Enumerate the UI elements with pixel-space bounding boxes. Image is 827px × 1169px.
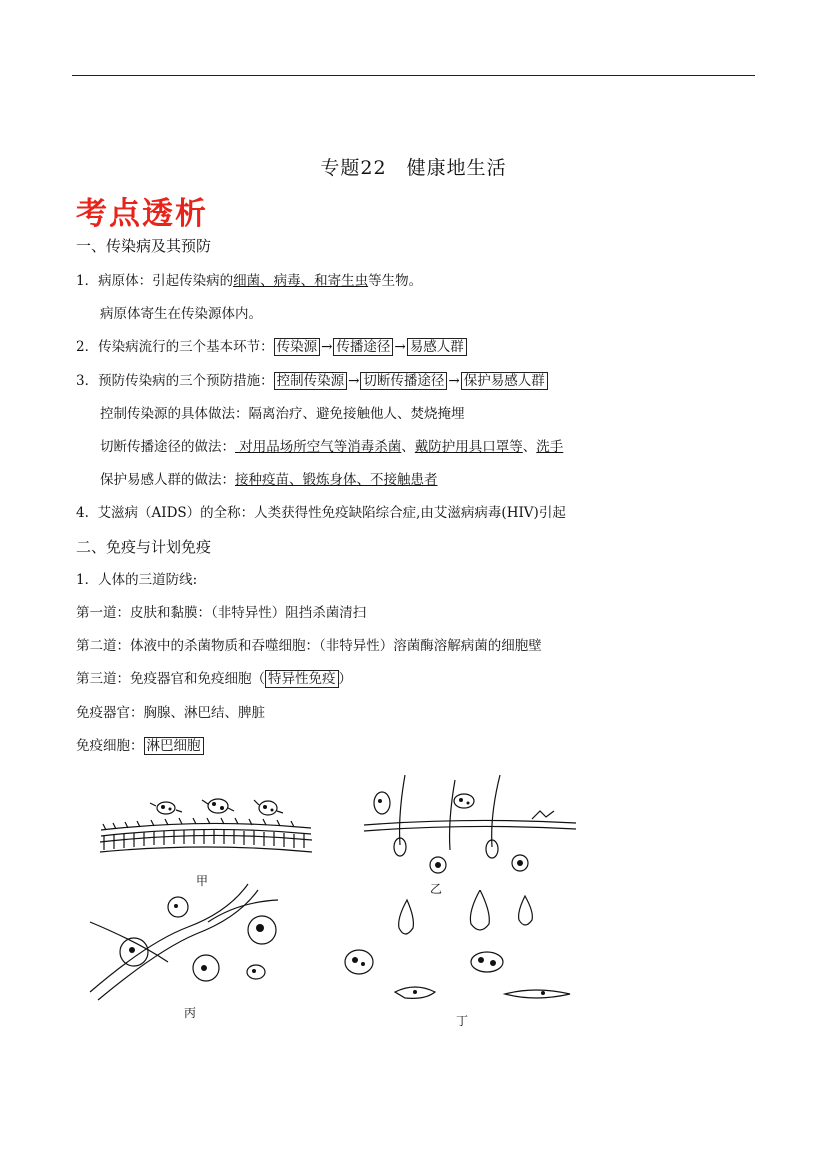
arrow-icon: →: [348, 373, 360, 389]
item2-label: 传染病流行的三个基本环节：: [98, 339, 274, 355]
section2-heading: 二、免疫与计划免疫: [76, 538, 212, 556]
item1-underlined: 细菌、病毒、和寄生虫: [233, 273, 369, 289]
item3-measures: [76, 371, 548, 391]
third-tail: ）: [338, 671, 352, 687]
item4-aids: [76, 503, 566, 523]
first-defense: 第一道：皮肤和黏膜：（非特异性）阻挡杀菌清扫: [76, 605, 367, 621]
box-control: 控制传染源: [274, 372, 348, 390]
defense-lines-intro: 1．人体的三道防线:: [76, 572, 198, 588]
header-rule: [72, 75, 755, 76]
item3-num: 3．: [76, 373, 99, 389]
cut-label: 切断传播途径的做法：: [100, 439, 235, 455]
item1-label: 病原体：引起传染病的: [98, 273, 234, 289]
box-susceptible: 易感人群: [407, 338, 467, 356]
item4-num: 4.: [76, 505, 89, 521]
third-defense: [76, 669, 352, 689]
item3-label: 预防传染病的三个预防措施：: [98, 373, 274, 389]
section1-heading: 一、传染病及其预防: [76, 237, 212, 255]
item3-control-text: 控制传染源的具体做法：隔离治疗、避免接触他人、焚烧掩埋: [100, 406, 465, 422]
arrow-icon: →: [321, 339, 333, 355]
figure-lymphocytes: [335, 890, 580, 1010]
second-defense: 第二道：体液中的杀菌物质和吞噬细胞：（非特异性）溶菌酶溶解病菌的细胞壁: [76, 638, 542, 654]
protect-label: 保护易感人群的做法：: [100, 472, 235, 488]
cut-sep-1: 、: [401, 439, 415, 455]
item2-links: [76, 337, 467, 357]
cells-label: 免疫细胞：: [76, 738, 144, 754]
arrow-icon: →: [448, 373, 460, 389]
figure-skin-barrier: [96, 790, 316, 860]
item4-text: 艾滋病（AIDS）的全称：人类获得性免疫缺陷综合症,由艾滋病病毒(HIV)引起: [97, 505, 566, 521]
page-title: 专题22 健康地生活: [320, 157, 507, 179]
item1-pathogen: [76, 271, 422, 291]
item3-protect-text: [100, 470, 438, 490]
cut-sep-2: 、: [522, 439, 537, 455]
caption-ding: 丁: [456, 1014, 469, 1028]
section-banner: 考点透析: [76, 196, 208, 232]
box-route: 传播途径: [333, 338, 393, 356]
immune-cells: [76, 736, 204, 756]
item3-cut-text: [100, 437, 563, 457]
caption-yi: 乙: [430, 882, 443, 896]
item1-sub: 病原体寄生在传染源体内。: [100, 306, 262, 322]
box-source: 传染源: [274, 338, 321, 356]
third-label: 第三道：免疫器官和免疫细胞（: [76, 671, 265, 687]
box-specific-immunity: 特异性免疫: [265, 670, 339, 688]
arrow-icon: →: [394, 339, 406, 355]
box-cut: 切断传播途径: [360, 372, 447, 390]
box-protect: 保护易感人群: [461, 372, 548, 390]
box-lymphocyte: 淋巴细胞: [144, 737, 204, 755]
figure-mucous-membrane: [360, 775, 580, 875]
item1-tail: 等生物。: [368, 273, 423, 289]
cut-part-2: 戴防护用具口罩等: [414, 439, 523, 455]
cut-part-3: 洗手: [536, 439, 564, 455]
figure-phagocytes: [88, 882, 288, 1002]
caption-jia: 甲: [196, 874, 209, 888]
item2-num: 2．: [76, 339, 99, 355]
immune-organs: 免疫器官：胸腺、淋巴结、脾脏: [76, 705, 265, 721]
protect-value: 接种疫苗、锻炼身体、不接触患者: [235, 472, 438, 488]
item1-num: 1．: [76, 273, 99, 289]
cut-part-1: 对用品场所空气等消毒杀菌: [235, 439, 402, 455]
caption-bing: 丙: [184, 1006, 197, 1020]
